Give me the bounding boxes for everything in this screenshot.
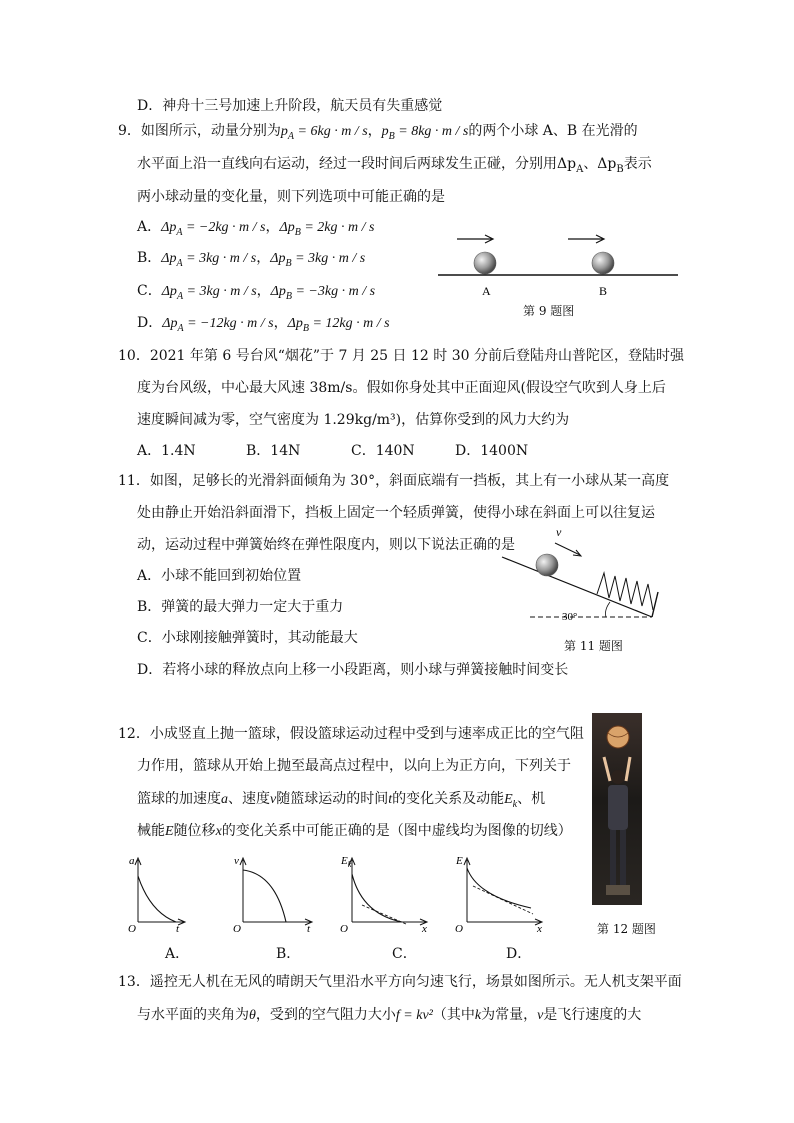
q13-l2d: 为常量， (481, 1007, 538, 1023)
q13-formula: f = kv² (395, 1008, 433, 1023)
q11-option-a: A．小球不能回到初始位置 (137, 568, 302, 584)
q9-l2-sub1: A (576, 163, 584, 175)
q13-l2e: 是飞行速度的大 (543, 1007, 642, 1023)
child-jacket (608, 785, 628, 830)
q9-sub: A (176, 290, 184, 302)
q12-var-ek-sub: k (512, 798, 518, 810)
angle-arc (606, 602, 611, 617)
q13-theta: θ (249, 1008, 256, 1023)
q10-line3: 速度瞬间减为零，空气密度为 1.29kg/m³)，估算你受到的风力大约为 (137, 412, 570, 428)
q12-graph-a (128, 852, 186, 936)
q11-option-c: C．小球刚接触弹簧时，其动能最大 (137, 630, 358, 646)
q9-l1a: 如图所示，动量分别为 (140, 123, 281, 139)
q9-option-value: = 3kg · m / s (183, 284, 257, 299)
q13-l2c: （其中 (432, 1007, 475, 1023)
q9-pb: p (381, 124, 389, 139)
q12-l4c: 的变化关系中可能正确的是（图中虚线均为图像的切线） (221, 823, 572, 839)
q9-dp: Δp (162, 316, 178, 331)
q9-stem-line2 (137, 154, 652, 180)
q9-pa: p (280, 124, 288, 139)
curve (467, 868, 531, 908)
q9-option-value: = −3kg · m / s (291, 284, 376, 299)
q12-l3b: 、速度 (228, 791, 270, 807)
incline-surface (502, 557, 652, 617)
q9-sub: B (294, 226, 301, 238)
q8-option-d: D．神舟十三号加速上升阶段，航天员有失重感觉 (137, 98, 443, 114)
q10-option-b: B．14N (246, 443, 301, 459)
q12-var-ek: E (504, 792, 513, 807)
q13-l2a: 与水平面的夹角为 (137, 1007, 249, 1023)
q9-dp: Δp (161, 251, 177, 266)
q10-option-c: C．140N (351, 443, 415, 459)
q9-dp: Δp (287, 316, 303, 331)
ball-a-label: A (482, 284, 491, 298)
y-label (340, 855, 352, 869)
y-label-main: E (341, 855, 348, 867)
q9-sub: A (177, 322, 184, 334)
q9-sep: ， (256, 250, 271, 266)
origin-label: O (340, 923, 348, 935)
q12-choice-a: A． (165, 946, 190, 962)
q12-l4a: 械能 (137, 823, 165, 839)
q12-l3d: 的变化关系及动能 (392, 791, 505, 807)
q9-dp: Δp (161, 284, 177, 299)
q12-line2: 力作用，篮球从开始上抛至最高点过程中，以向上为正方向，下列关于 (137, 758, 571, 774)
q9-figure (435, 225, 685, 300)
q12-var-x: x (215, 824, 222, 839)
q12-var-t: t (388, 792, 393, 807)
q13-line1: 13．遥控无人机在无风的晴朗天气里沿水平方向匀速飞行，场景如图所示。无人机支架平面 (118, 974, 682, 990)
tangent-line (362, 905, 406, 924)
q9-option-label: B． (137, 250, 162, 266)
child-shoes (606, 885, 630, 895)
ball-b (592, 252, 614, 274)
x-label: x (537, 923, 542, 935)
q9-pb-val: = 8kg · m / s (394, 124, 469, 139)
y-label: v (234, 855, 239, 867)
q9-option-b (137, 248, 365, 274)
q9-option-value: = 3kg · m / s (291, 251, 366, 266)
q12-graph-c (340, 852, 432, 936)
origin-label: O (128, 923, 136, 935)
x-label: x (422, 923, 427, 935)
q9-pa-sub: A (287, 130, 295, 142)
q12-var-e: E (165, 824, 174, 839)
q11-line2: 处由静止开始沿斜面滑下，挡板上固定一个轻质弹簧，使得小球在斜面上可以往复运 (137, 505, 655, 521)
curve (243, 870, 286, 922)
q9-l2-mid: 、Δp (583, 156, 617, 172)
q9-stem-line1 (118, 121, 638, 147)
q13-l2b: ，受到的空气阻力大小 (255, 1007, 396, 1023)
velocity-arrow (555, 543, 580, 555)
q9-sub: A (176, 257, 183, 269)
q9-dp: Δp (270, 251, 286, 266)
q12-line1: 12．小成竖直上抛一篮球，假设篮球运动过程中受到与速率成正比的空气阻 (118, 726, 584, 742)
spring (597, 573, 653, 610)
y-label: E (456, 855, 463, 867)
q12-caption: 第 12 题图 (597, 922, 656, 936)
q9-option-value: = 2kg · m / s (300, 220, 375, 235)
q12-graph-d (455, 852, 547, 936)
q9-stem-line3: 两小球动量的变化量，则下列选项中可能正确的是 (137, 189, 445, 205)
q9-dp: Δp (161, 220, 177, 235)
q11-line1: 11．如图，足够长的光滑斜面倾角为 30°，斜面底端有一挡板，其上有一小球从某一高度 (118, 473, 670, 489)
y-label-sub: k (347, 860, 352, 869)
q12-l3c: 随篮球运动的时间 (276, 791, 389, 807)
child-leg (610, 830, 616, 885)
q9-option-value: = −2kg · m / s (182, 220, 266, 235)
q12-l4b: 随位移 (173, 823, 216, 839)
q9-l2-sub2: B (616, 163, 624, 175)
q9-l1b: 的两个小球 A、B 在光滑的 (468, 123, 638, 139)
q9-dp: Δp (279, 220, 295, 235)
q12-var-a: a (221, 792, 228, 807)
q9-sub: B (285, 257, 292, 269)
q12-choice-d: D． (506, 946, 532, 962)
child-head (611, 770, 625, 784)
q9-sep: ， (256, 283, 271, 299)
curve (352, 874, 402, 922)
q11-option-b: B．弹簧的最大弹力一定大于重力 (137, 599, 344, 615)
q9-option-label: A． (137, 219, 162, 235)
q13-line2 (137, 1005, 641, 1026)
origin-label: O (233, 923, 241, 935)
q13-v: v (537, 1008, 544, 1023)
q9-option-label: C． (137, 283, 162, 299)
q12-line3 (137, 789, 545, 815)
ball-b-label: B (599, 284, 608, 298)
q9-caption: 第 9 题图 (523, 304, 575, 318)
q9-sep: ， (367, 123, 382, 139)
q10-line2: 度为台风级，中心最大风速 38m/s。假如你身处其中正面迎风(假设空气吹到人身上后 (137, 380, 666, 396)
q11-caption: 第 11 题图 (564, 639, 623, 653)
q12-choice-c: C． (392, 946, 417, 962)
q9-option-value: = 3kg · m / s (182, 251, 257, 266)
ball-a (474, 252, 496, 274)
q12-choice-b: B． (276, 946, 301, 962)
q12-l3a: 篮球的加速度 (137, 791, 221, 807)
q9-sep: ， (273, 315, 288, 331)
q11-line3: 动，运动过程中弹簧始终在弹性限度内，则以下说法正确的是 (137, 537, 515, 553)
q9-sub: B (302, 322, 309, 334)
q9-number: 9． (118, 123, 141, 139)
ball (536, 554, 558, 576)
origin-label: O (455, 923, 463, 935)
q9-l2-end: 表示 (623, 156, 652, 172)
q9-option-c (137, 281, 375, 307)
q9-dp: Δp (270, 284, 286, 299)
q10-line1: 10．2021 年第 6 号台风“烟花”于 7 月 25 日 12 时 30 分前后登陆舟山普陀区，登陆时强 (118, 348, 684, 364)
q9-option-value: = 12kg · m / s (308, 316, 390, 331)
q10-option-d: D．1400N (455, 443, 529, 459)
angle-label: 30° (562, 611, 578, 623)
q9-sep: ， (265, 219, 280, 235)
q9-option-a (137, 217, 374, 243)
q9-option-value: = −12kg · m / s (183, 316, 274, 331)
basketball-photo (592, 713, 642, 905)
q9-option-label: D． (137, 315, 163, 331)
q9-sub: B (285, 290, 292, 302)
q12-l3e: 、机 (517, 791, 546, 807)
q11-figure (500, 520, 665, 630)
x-label: t (176, 923, 180, 935)
curve (138, 876, 176, 922)
q9-option-d (137, 313, 390, 339)
q12-var-v: v (270, 792, 277, 807)
q9-pb-sub: B (388, 130, 395, 142)
arrowhead-icon (573, 550, 581, 556)
q10-option-a: A．1.4N (137, 443, 196, 459)
q11-option-d: D．若将小球的释放点向上移一小段距离，则小球与弹簧接触时间变长 (137, 662, 569, 678)
y-label: a (129, 855, 135, 867)
velocity-label: v (556, 525, 562, 539)
q12-line4 (137, 821, 572, 842)
q12-graph-b (233, 852, 317, 936)
q9-sub: A (176, 226, 183, 238)
q9-pa-val: = 6kg · m / s (294, 124, 368, 139)
x-label: t (307, 923, 311, 935)
q9-l2: 水平面上沿一直线向右运动，经过一段时间后两球发生正碰，分别用Δp (137, 156, 577, 172)
baffle-plate (652, 592, 658, 617)
child-leg (620, 830, 626, 885)
q13-k: k (474, 1008, 482, 1023)
